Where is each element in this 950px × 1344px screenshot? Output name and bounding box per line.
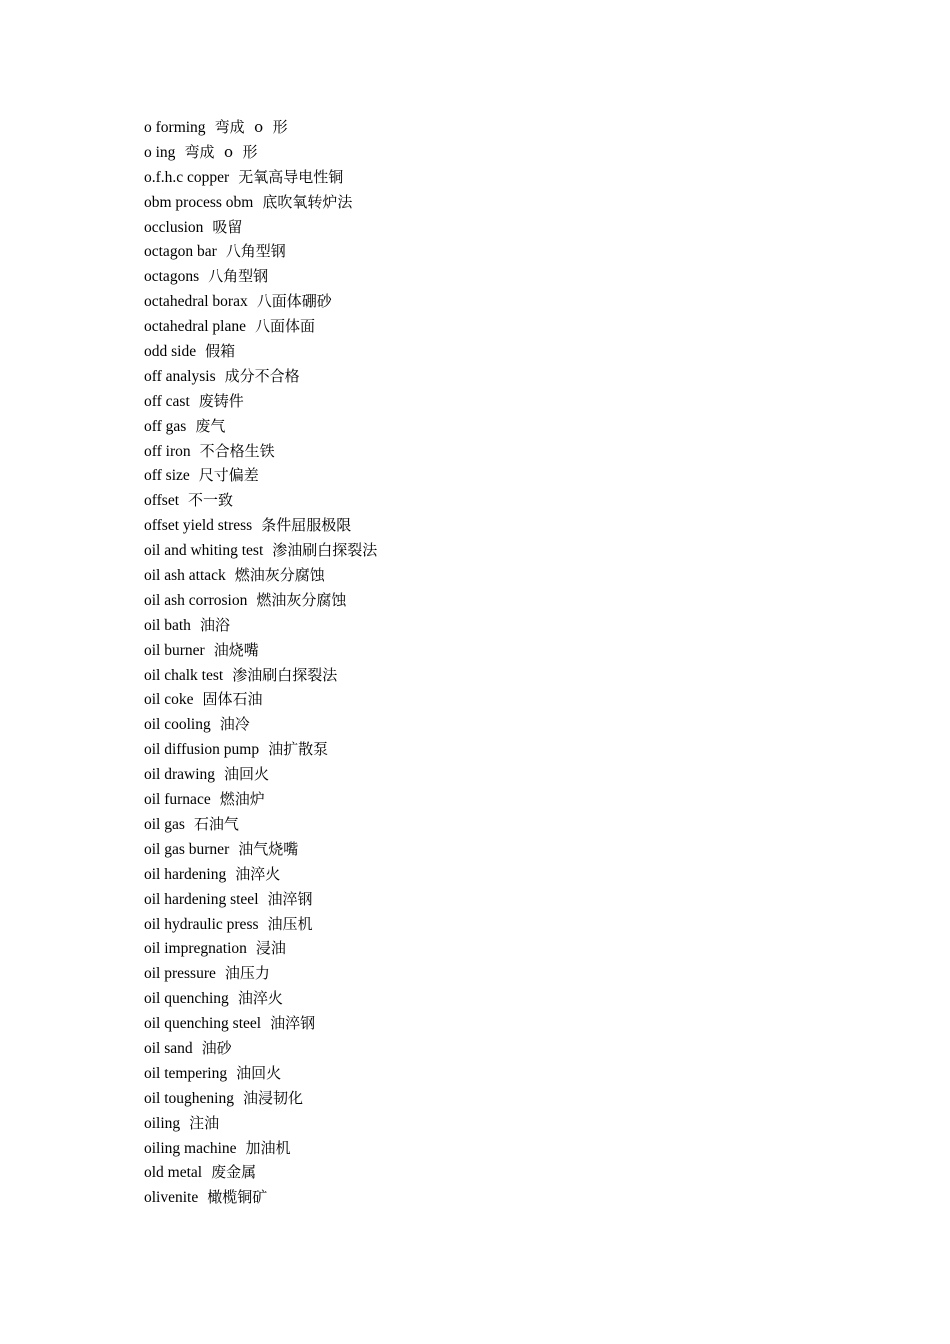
entry-translation: 油浴 [199, 615, 230, 634]
glossary-entry [144, 1036, 377, 1061]
glossary-entry [144, 314, 377, 339]
entry-translation: 油淬火 [235, 864, 281, 883]
entry-term: off size [144, 467, 190, 485]
entry-term: oil gas burner [144, 840, 230, 858]
glossary-entry [144, 712, 377, 737]
entry-term: o.f.h.c copper [144, 168, 230, 186]
glossary-entry [144, 912, 377, 937]
entry-term: o ing [144, 143, 176, 161]
glossary-entry [144, 1011, 377, 1036]
entry-term: oil quenching [144, 990, 229, 1008]
entry-translation: 弯成 o 形 [214, 118, 288, 136]
entry-translation: 废金属 [211, 1163, 257, 1182]
glossary-entry [144, 862, 377, 887]
entry-term: off iron [144, 442, 191, 460]
entry-term: oil sand [144, 1039, 193, 1057]
entry-term: oil cooling [144, 716, 211, 734]
entry-translation: 假箱 [205, 342, 236, 361]
glossary-entry [144, 1111, 377, 1136]
entry-translation: 渗油刷白探裂法 [272, 541, 378, 560]
entry-term: occlusion [144, 218, 204, 236]
glossary-entry [144, 538, 377, 563]
entry-translation: 八角型钢 [225, 242, 286, 261]
entry-translation: 油砂 [201, 1038, 232, 1057]
entry-term: oil furnace [144, 791, 211, 809]
glossary-entry [144, 1136, 377, 1161]
entry-translation: 石油气 [193, 814, 239, 833]
entry-term: oil ash corrosion [144, 591, 248, 609]
glossary-entry [144, 936, 377, 961]
entry-term: oil diffusion pump [144, 741, 260, 759]
entry-translation: 燃油灰分腐蚀 [234, 566, 325, 585]
entry-term: oil bath [144, 616, 191, 634]
glossary-entry [144, 986, 377, 1011]
glossary-entry [144, 289, 377, 314]
entry-term: oil hardening [144, 865, 227, 883]
glossary-entry [144, 339, 377, 364]
entry-term: obm process obm [144, 193, 254, 211]
entry-translation: 吸留 [212, 217, 243, 236]
entry-translation: 八面体硼砂 [256, 292, 332, 311]
entry-translation: 油淬钢 [267, 889, 313, 908]
glossary-entry [144, 961, 377, 986]
entry-translation: 尺寸偏差 [198, 466, 259, 485]
entry-term: octahedral plane [144, 318, 246, 336]
entry-translation: 不合格生铁 [199, 441, 275, 460]
entry-term: oil ash attack [144, 567, 226, 585]
entry-term: oil toughening [144, 1089, 234, 1107]
glossary-entry [144, 414, 377, 439]
entry-term: oiling [144, 1114, 181, 1132]
entry-term: oil coke [144, 691, 194, 709]
entry-term: offset yield stress [144, 517, 253, 535]
entry-term: octagon bar [144, 243, 217, 261]
entry-translation: 八角型钢 [208, 267, 269, 286]
entry-term: oil burner [144, 641, 205, 659]
entry-term: oil quenching steel [144, 1015, 262, 1033]
glossary-entry [144, 1061, 377, 1086]
entry-translation: 燃油炉 [219, 790, 265, 809]
glossary-entry [144, 737, 377, 762]
entry-translation: 不一致 [188, 491, 234, 510]
glossary-entry [144, 812, 377, 837]
entry-term: oiling machine [144, 1139, 237, 1157]
glossary-entry [144, 787, 377, 812]
glossary-list [144, 115, 377, 1210]
entry-translation: 八面体面 [254, 317, 315, 336]
entry-term: offset [144, 492, 180, 510]
entry-translation: 油气烧嘴 [238, 839, 299, 858]
glossary-entry [144, 215, 377, 240]
entry-translation: 油冷 [219, 715, 250, 734]
entry-translation: 固体石油 [202, 690, 263, 709]
glossary-entry [144, 389, 377, 414]
entry-term: oil hydraulic press [144, 915, 259, 933]
glossary-entry [144, 165, 377, 190]
entry-term: oil gas [144, 815, 185, 833]
entry-translation: 废铸件 [198, 391, 244, 410]
entry-translation: 油淬火 [237, 989, 283, 1008]
entry-translation: 渗油刷白探裂法 [232, 665, 338, 684]
glossary-entry [144, 588, 377, 613]
entry-translation: 加油机 [245, 1138, 291, 1157]
entry-translation: 橄榄铜矿 [207, 1188, 268, 1207]
entry-translation: 油压机 [267, 914, 313, 933]
entry-term: octagons [144, 268, 200, 286]
glossary-entry [144, 613, 377, 638]
glossary-entry [144, 1086, 377, 1111]
entry-translation: 浸油 [255, 939, 286, 958]
glossary-entry [144, 887, 377, 912]
glossary-entry [144, 513, 377, 538]
glossary-entry [144, 439, 377, 464]
glossary-entry [144, 190, 377, 215]
glossary-entry [144, 364, 377, 389]
entry-translation: 油回火 [224, 765, 270, 784]
entry-translation: 条件屈服极限 [261, 516, 352, 535]
entry-term: octahedral borax [144, 293, 248, 311]
entry-term: oil pressure [144, 965, 216, 983]
entry-term: olivenite [144, 1189, 199, 1207]
entry-term: oil and whiting test [144, 542, 264, 560]
glossary-entry [144, 115, 377, 140]
entry-term: off gas [144, 417, 187, 435]
entry-term: off analysis [144, 367, 216, 385]
entry-translation: 燃油灰分腐蚀 [256, 590, 347, 609]
entry-term: oil chalk test [144, 666, 224, 684]
glossary-entry [144, 264, 377, 289]
glossary-entry [144, 1185, 377, 1210]
glossary-entry [144, 638, 377, 663]
glossary-entry [144, 488, 377, 513]
glossary-entry [144, 140, 377, 165]
entry-translation: 油压力 [224, 964, 270, 983]
entry-term: odd side [144, 343, 197, 361]
entry-translation: 底吹氧转炉法 [262, 192, 353, 211]
glossary-entry [144, 837, 377, 862]
entry-term: o forming [144, 119, 206, 136]
entry-translation: 注油 [189, 1113, 220, 1132]
entry-translation: 油回火 [236, 1063, 282, 1082]
glossary-entry [144, 239, 377, 264]
glossary-entry [144, 762, 377, 787]
entry-translation: 弯成 o 形 [184, 142, 258, 161]
entry-term: oil tempering [144, 1064, 228, 1082]
entry-term: oil impregnation [144, 940, 247, 958]
glossary-entry [144, 1160, 377, 1185]
entry-translation: 油烧嘴 [213, 640, 259, 659]
entry-term: oil drawing [144, 766, 216, 784]
glossary-entry [144, 463, 377, 488]
entry-translation: 油浸韧化 [242, 1088, 303, 1107]
entry-term: off cast [144, 392, 190, 410]
entry-translation: 无氧高导电性铜 [238, 167, 344, 186]
entry-translation: 废气 [195, 416, 226, 435]
entry-translation: 成分不合格 [224, 366, 300, 385]
entry-translation: 油淬钢 [270, 1014, 316, 1033]
glossary-entry [144, 663, 377, 688]
entry-term: old metal [144, 1164, 203, 1182]
entry-translation: 油扩散泵 [268, 740, 329, 759]
glossary-entry [144, 563, 377, 588]
entry-term: oil hardening steel [144, 890, 259, 908]
glossary-entry [144, 687, 377, 712]
